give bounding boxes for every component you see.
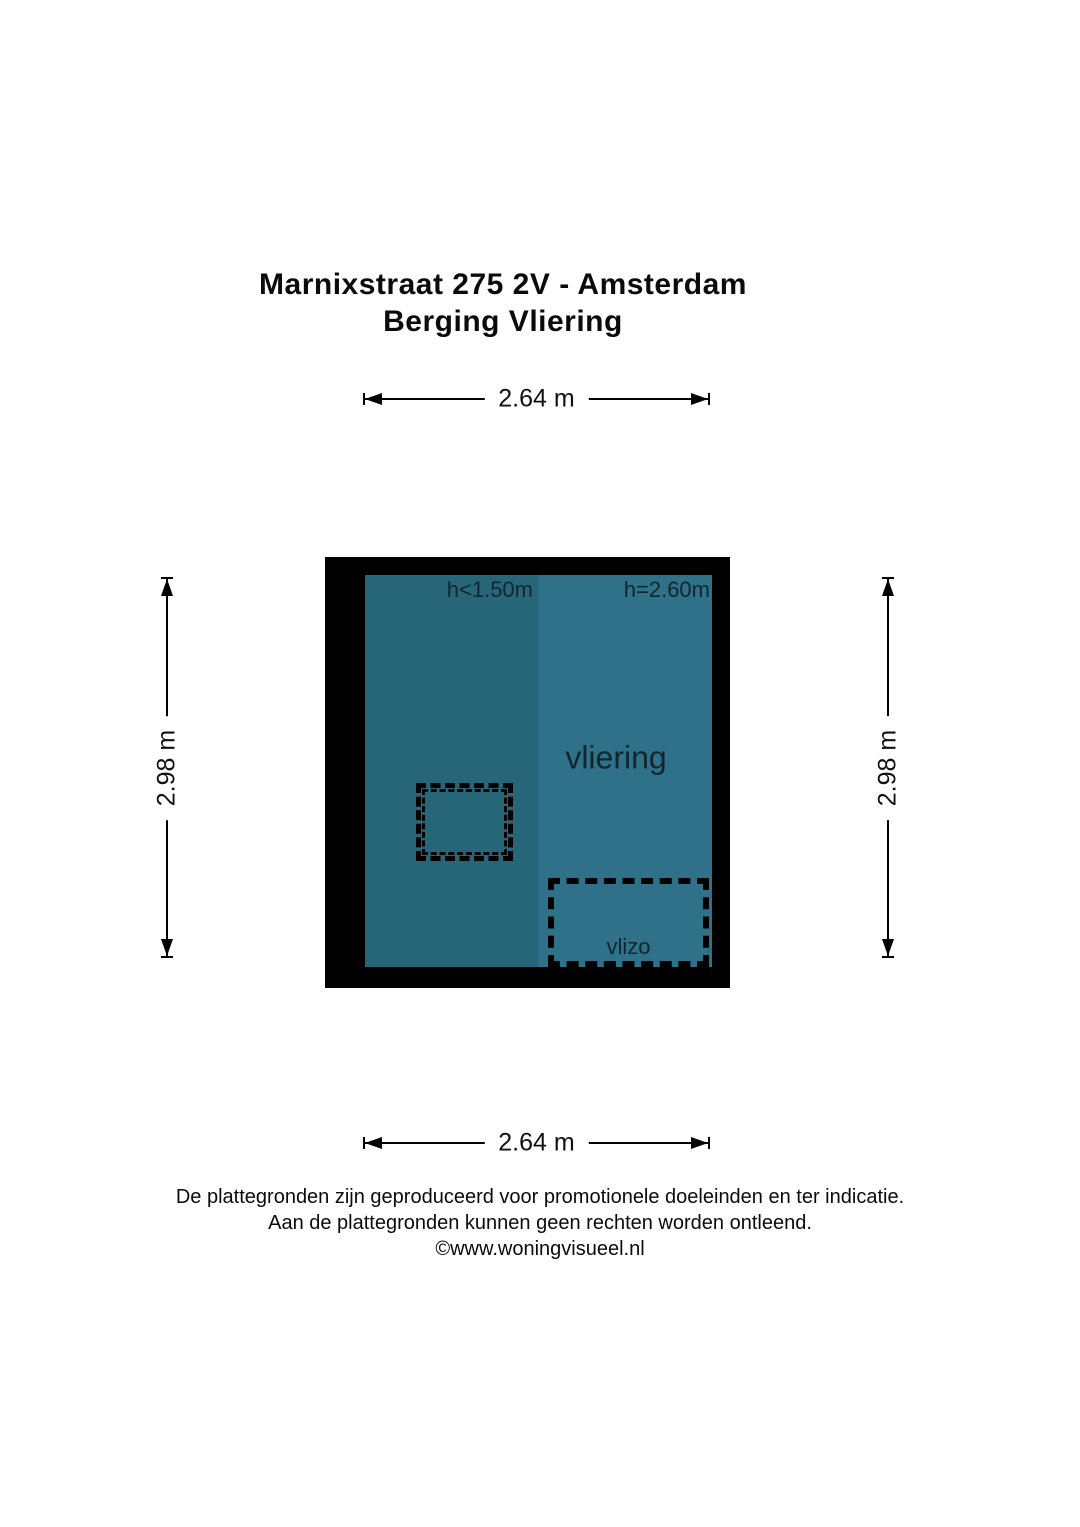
roof-opening-outline-inner (422, 789, 507, 855)
arrowhead-down-icon (882, 939, 894, 956)
loft-ladder-hatch (548, 878, 709, 967)
area-low-headroom (365, 575, 538, 967)
arrowhead-right-icon (691, 1137, 708, 1149)
dimension-end-tick-bottom (882, 956, 894, 958)
room-label: vliering (565, 739, 667, 776)
arrowhead-right-icon (691, 393, 708, 405)
arrowhead-down-icon (161, 939, 173, 956)
dimension-end-tick-bottom (161, 956, 173, 958)
disclaimer-line1: De plattegronden zijn geproduceerd voor promotionele doeleinden en ter indicatie. (175, 1186, 905, 1208)
height-label-high: h=2.60m (623, 577, 710, 602)
disclaimer-line2: Aan de plattegronden kunnen geen rechten worden ontleend. (268, 1212, 812, 1234)
roof-opening-outline (416, 783, 513, 861)
disclaimer-line3: ©www.woningvisueel.nl (435, 1238, 645, 1260)
dimension-bottom (363, 1128, 710, 1157)
dimension-left (152, 577, 181, 958)
arrowhead-up-icon (882, 579, 894, 596)
dimension-end-tick-right (708, 393, 710, 405)
dimension-right-label: 2.98 m (874, 715, 903, 819)
page-title-line2: Berging Vliering (383, 305, 623, 338)
arrowhead-left-icon (365, 393, 382, 405)
dimension-bottom-label: 2.64 m (484, 1129, 588, 1158)
dimension-end-tick-right (708, 1137, 710, 1149)
dimension-top (363, 384, 710, 413)
floorplan-walls (325, 557, 730, 988)
height-label-low: h<1.50m (446, 577, 533, 602)
floorplan-room (365, 575, 712, 967)
arrowhead-left-icon (365, 1137, 382, 1149)
page-title-line1: Marnixstraat 275 2V - Amsterdam (259, 268, 747, 301)
dimension-top-label: 2.64 m (484, 385, 588, 414)
page-title (103, 266, 903, 340)
arrowhead-up-icon (161, 579, 173, 596)
disclaimer (0, 1184, 1080, 1262)
loft-ladder-label: vlizo (606, 934, 651, 959)
dimension-right (873, 577, 902, 958)
dimension-left-label: 2.98 m (153, 715, 182, 819)
